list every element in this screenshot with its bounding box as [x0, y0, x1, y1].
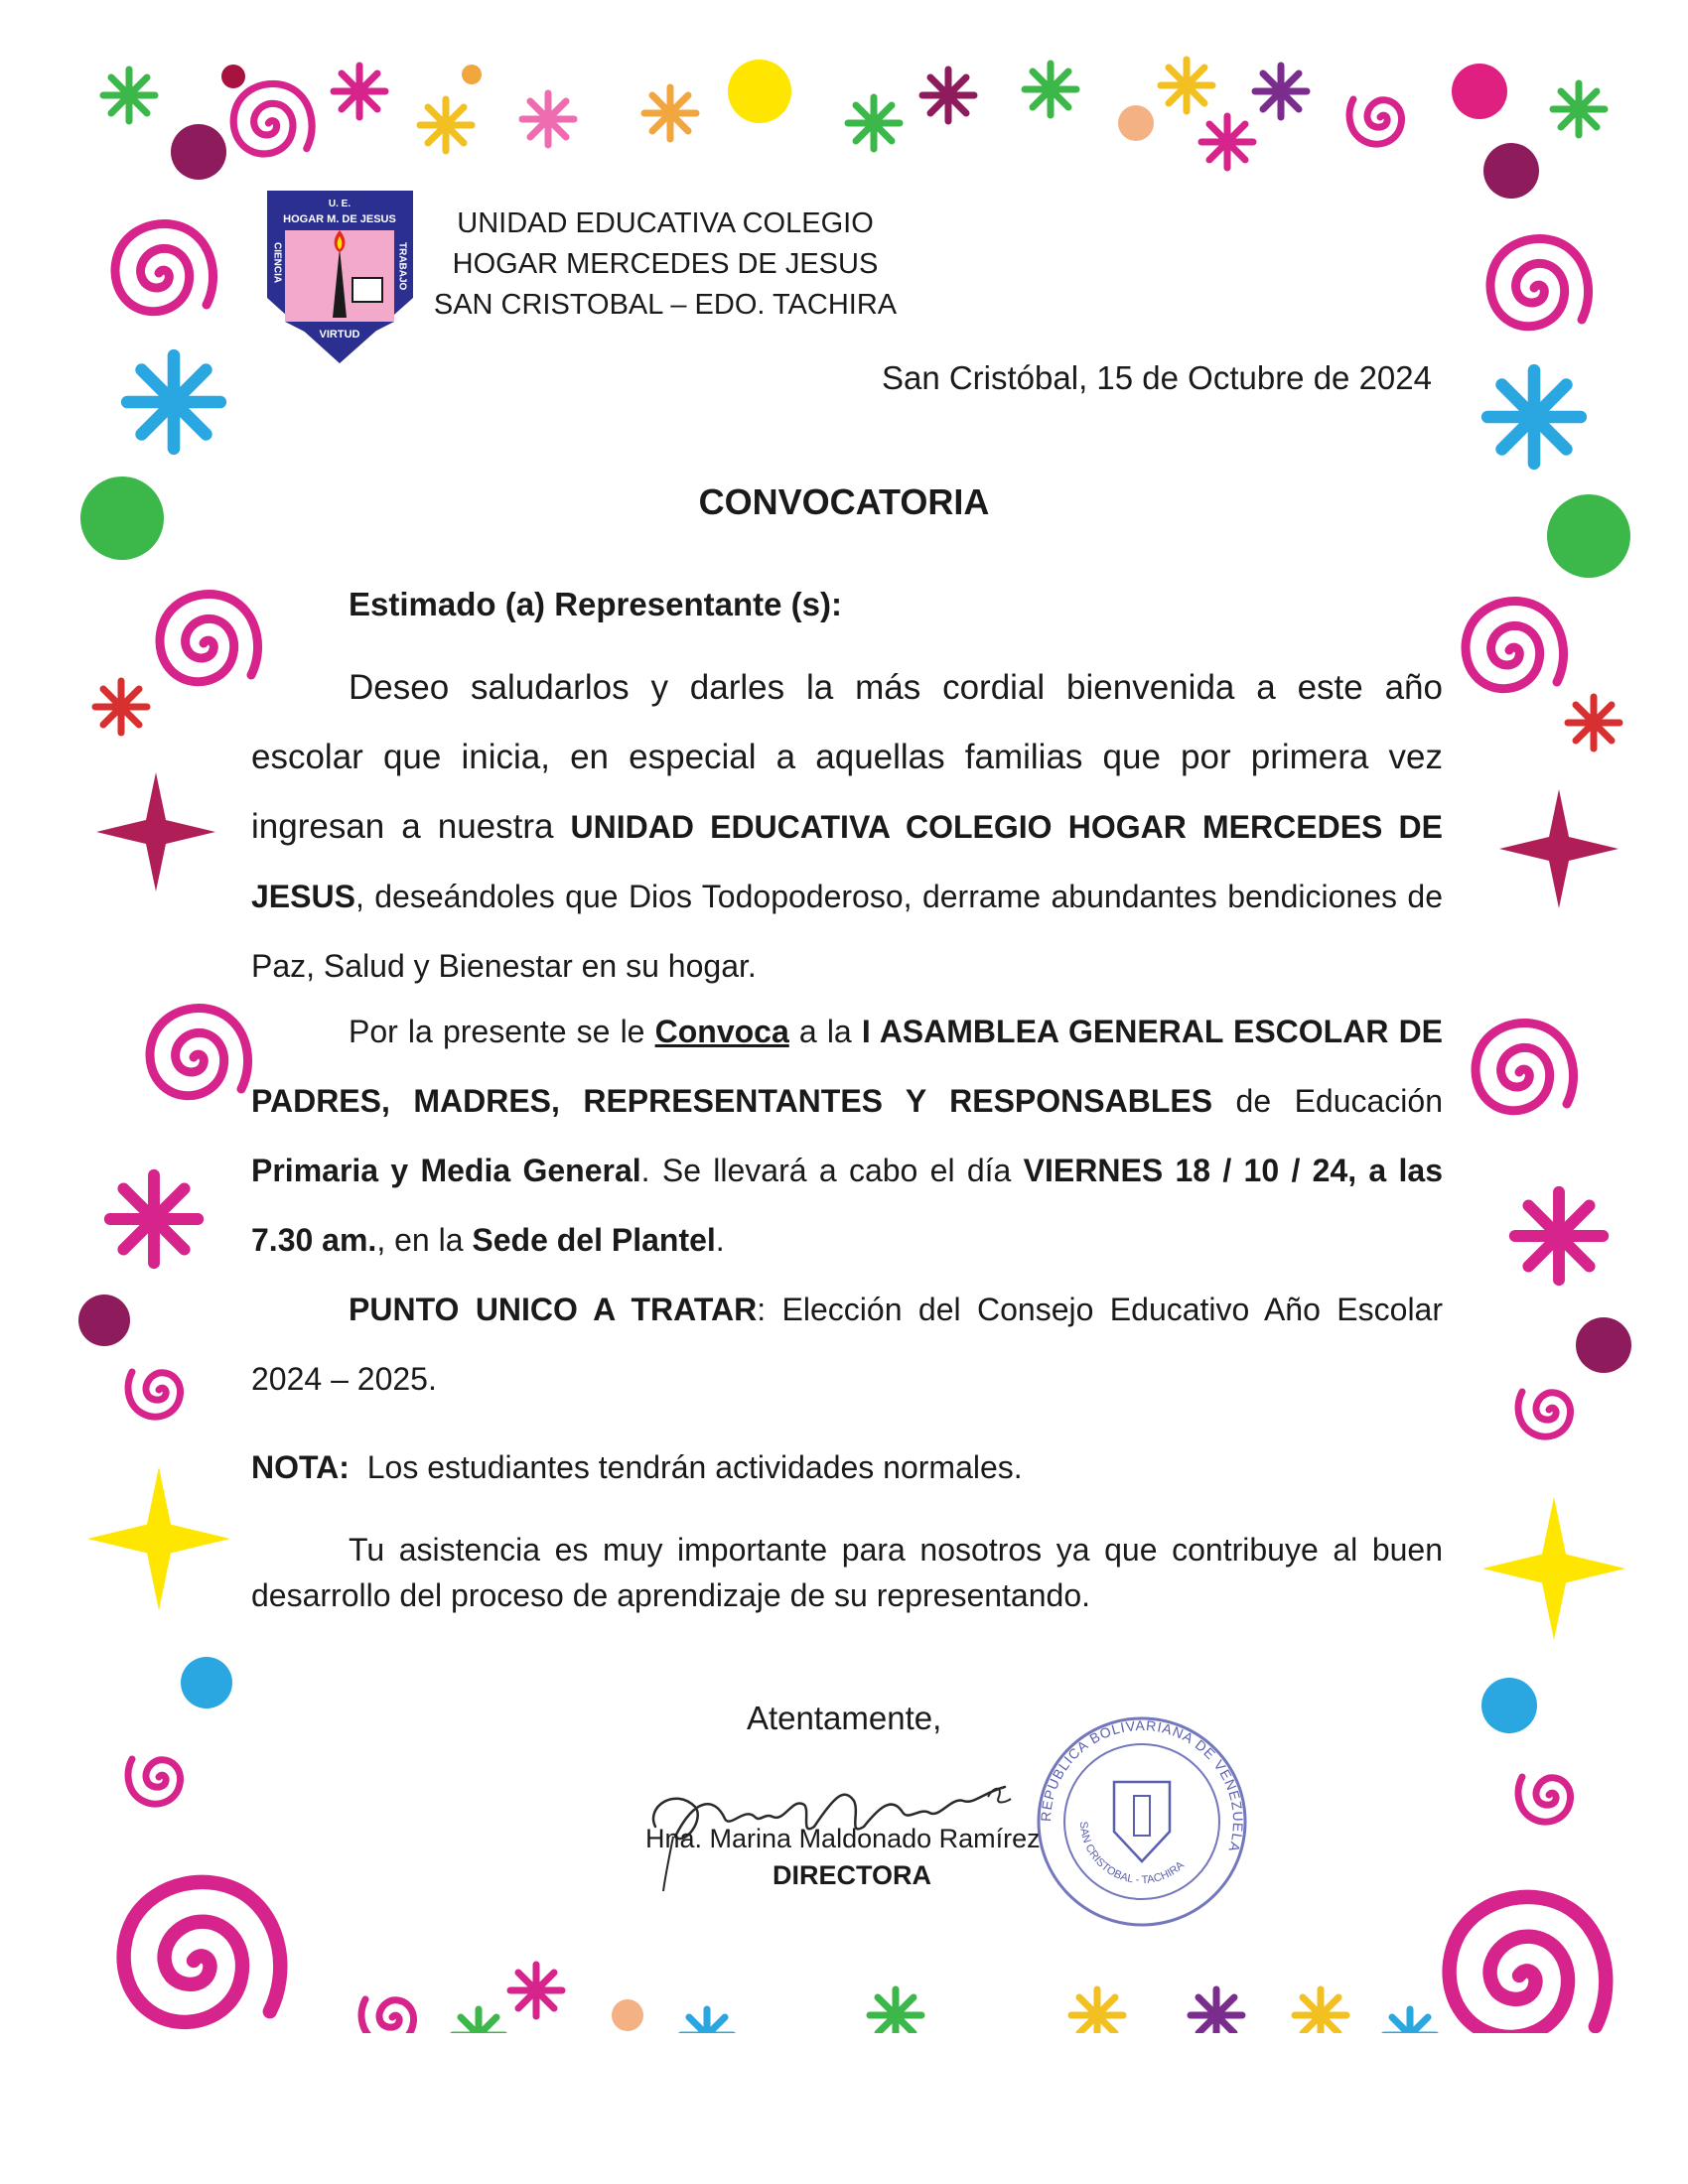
letter-date: San Cristóbal, 15 de Octubre de 2024 [881, 359, 1432, 396]
document-title: CONVOCATORIA [698, 481, 990, 522]
agenda-text: : Elección del Consejo Educativo Año Escolar 2024 – 2025. [251, 1292, 1444, 1397]
agenda-label-bold: PUNTO UNICO A TRATAR [349, 1292, 758, 1327]
logo-name-text: HOGAR M. DE JESUS [283, 213, 396, 225]
letter-body [251, 586, 1443, 1618]
logo-top-text: U. E. [328, 199, 352, 209]
convocation-text-2: a la [788, 1014, 862, 1049]
official-stamp [1033, 1712, 1251, 1931]
paragraph-agenda [251, 1275, 1443, 1414]
paragraph-attendance: Tu asistencia es muy importante para nosotros ya que contribuye al buen desarrollo del proceso de aprendizaje de su representando. [251, 1532, 1443, 1613]
school-logo [263, 179, 417, 367]
greeting: Estimado (a) Representante (s): [349, 586, 842, 622]
meeting-date-bold: VIERNES 18 / 10 / 24, a las 7.30 am. [251, 1153, 1444, 1258]
signer-role: DIRECTORA [773, 1860, 932, 1890]
svg-text:REPUBLICA BOLIVARIANA DE VENEZ [1038, 1717, 1246, 1854]
paragraph-welcome [251, 653, 1443, 1001]
note-label-bold: NOTA: [251, 1449, 350, 1485]
paragraph-convocation [251, 997, 1443, 1275]
logo-left-text: CIENCIA [271, 242, 283, 284]
paragraph-note [251, 1437, 1443, 1497]
signer-name: Hna. Marina Maldonado Ramírez [645, 1824, 1041, 1853]
logo-bottom-text: VIRTUD [319, 329, 360, 341]
stamp-inner-text: SAN CRISTOBAL - TACHIRA [1076, 1821, 1187, 1887]
convoca-underlined: Convoca [654, 1014, 789, 1049]
convocation-text-1: Por la presente se le [349, 1014, 655, 1049]
logo-right-text: TRABAJO [396, 242, 408, 291]
convocation-text-3: de Educación [1212, 1083, 1444, 1119]
convocation-text-6: . [715, 1222, 725, 1258]
school-line-2: HOGAR MERCEDES DE JESUS [452, 248, 879, 280]
venue-bold: Sede del Plantel [472, 1222, 716, 1258]
welcome-text-1: Deseo saludarlos y darles la más cordial bienvenida a este año escolar que inicia, en especial a aquellas familias que por primera vez ingresan a nuestra [251, 668, 1443, 846]
convocation-text-5: , en la [376, 1222, 473, 1258]
assembly-name-bold: I ASAMBLEA GENERAL ESCOLAR DE PADRES, MADRES, REPRESENTANTES Y RESPONSABLES [251, 1014, 1444, 1119]
convocation-text-4: . Se llevará a cabo el día [640, 1153, 1024, 1188]
welcome-text-2: , deseándoles que Dios Todopoderoso, derrame abundantes bendiciones de Paz, Salud y Bienestar en su hogar. [251, 879, 1443, 984]
note-text: Los estudiantes tendrán actividades normales. [349, 1449, 1023, 1485]
school-name-bold: UNIDAD EDUCATIVA COLEGIO HOGAR MERCEDES DE JESUS [251, 809, 1443, 914]
stamp-outer-text: REPUBLICA BOLIVARIANA DE VENEZUELA [1037, 1716, 1247, 1855]
school-line-3: SAN CRISTOBAL – EDO. TACHIRA [433, 289, 898, 321]
school-line-1: UNIDAD EDUCATIVA COLEGIO [457, 207, 874, 239]
school-header [417, 204, 914, 326]
levels-bold: Primaria y Media General [251, 1153, 641, 1188]
closing: Atentamente, [747, 1700, 942, 1736]
